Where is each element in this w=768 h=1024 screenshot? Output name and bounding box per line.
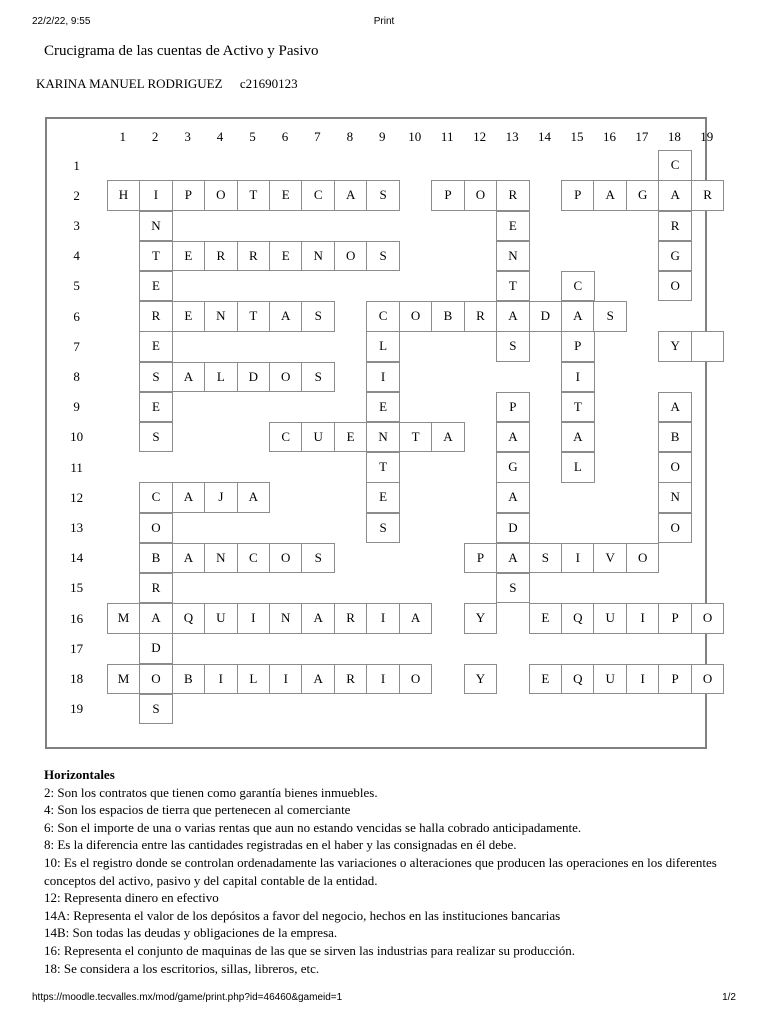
crossword-cell: A bbox=[658, 392, 692, 423]
crossword-cell: G bbox=[626, 180, 660, 211]
crossword-cell: I bbox=[237, 603, 271, 634]
crossword-cell: S bbox=[496, 331, 530, 362]
print-url: https://moodle.tecvalles.mx/mod/game/print.php?id=46460&gameid=1 bbox=[32, 992, 343, 1003]
crossword-cell: L bbox=[204, 362, 238, 393]
crossword-cell: R bbox=[464, 301, 498, 332]
print-datetime: 22/2/22, 9:55 bbox=[32, 16, 91, 27]
row-number: 12 bbox=[70, 489, 84, 505]
crossword-cell: U bbox=[593, 603, 627, 634]
row-number: 14 bbox=[70, 550, 84, 566]
crossword-cell: L bbox=[366, 331, 400, 362]
crossword-cell: E bbox=[529, 664, 563, 695]
crossword-cell: P bbox=[561, 180, 595, 211]
crossword-cell: A bbox=[593, 180, 627, 211]
crossword-cell: E bbox=[139, 271, 173, 302]
clue-item: 10: Es el registro donde se controlan ordenadamente las variaciones o alteraciones que producen las operaciones en los diferentes conceptos del activo, pasivo y del capital contable de la entidad. bbox=[44, 854, 717, 888]
column-number: 6 bbox=[281, 129, 289, 144]
crossword-cell: O bbox=[269, 543, 303, 574]
crossword-cell: E bbox=[529, 603, 563, 634]
clue-item: 4: Son los espacios de tierra que pertenecen al comerciante bbox=[44, 802, 351, 818]
page-title: Crucigrama de las cuentas de Activo y Pasivo bbox=[44, 43, 319, 59]
row-number: 4 bbox=[73, 248, 80, 264]
clues-panel bbox=[44, 766, 734, 977]
column-number: 3 bbox=[184, 129, 191, 144]
crossword-cell: M bbox=[107, 603, 141, 634]
column-number: 2 bbox=[151, 129, 159, 144]
clue-list bbox=[44, 784, 734, 978]
crossword-cell: A bbox=[399, 603, 433, 634]
crossword-cell: O bbox=[269, 362, 303, 393]
crossword-cell bbox=[691, 331, 725, 362]
crossword-cell: A bbox=[334, 180, 368, 211]
crossword-cell: T bbox=[399, 422, 433, 453]
row-number: 15 bbox=[70, 580, 84, 596]
row-number: 3 bbox=[73, 217, 80, 233]
crossword-cell: A bbox=[496, 301, 530, 332]
crossword-cell: M bbox=[107, 664, 141, 695]
crossword-cell: E bbox=[334, 422, 368, 453]
crossword-cell: Q bbox=[561, 603, 595, 634]
crossword-cell: H bbox=[107, 180, 141, 211]
crossword-cell: A bbox=[496, 482, 530, 513]
crossword-cell: R bbox=[139, 301, 173, 332]
print-header bbox=[32, 16, 736, 32]
crossword-cell: E bbox=[172, 241, 206, 272]
crossword-cell: I bbox=[626, 664, 660, 695]
crossword-cell: G bbox=[496, 452, 530, 483]
crossword-cell: T bbox=[237, 301, 271, 332]
crossword-cell: A bbox=[496, 422, 530, 453]
crossword-cell: O bbox=[691, 603, 725, 634]
crossword-cell: R bbox=[139, 573, 173, 604]
crossword-cell: A bbox=[237, 482, 271, 513]
crossword-cell: Y bbox=[464, 664, 498, 695]
crossword-cell: S bbox=[366, 180, 400, 211]
column-number: 5 bbox=[249, 129, 256, 144]
crossword-cell: A bbox=[561, 422, 595, 453]
clue-item: 18: Se considera a los escritorios, sillas, libreros, etc. bbox=[44, 960, 320, 976]
crossword-cell: B bbox=[139, 543, 173, 574]
crossword-cell: A bbox=[172, 543, 206, 574]
print-label: Print bbox=[373, 16, 395, 27]
crossword-cell: I bbox=[139, 180, 173, 211]
crossword-cell: P bbox=[172, 180, 206, 211]
column-number: 7 bbox=[314, 129, 321, 144]
row-number: 7 bbox=[73, 338, 80, 354]
crossword-cell: S bbox=[366, 513, 400, 544]
crossword-cell: S bbox=[529, 543, 563, 574]
crossword-cell: E bbox=[139, 331, 173, 362]
crossword-cell: P bbox=[431, 180, 465, 211]
crossword-cell: I bbox=[366, 362, 400, 393]
crossword-cell: N bbox=[496, 241, 530, 272]
crossword-cell: C bbox=[301, 180, 335, 211]
crossword-cell: T bbox=[139, 241, 173, 272]
row-number: 9 bbox=[73, 399, 80, 415]
crossword-cell: S bbox=[301, 362, 335, 393]
row-number: 1 bbox=[73, 157, 80, 173]
crossword-cell: S bbox=[593, 301, 627, 332]
crossword-cell: T bbox=[366, 452, 400, 483]
crossword-cell: B bbox=[431, 301, 465, 332]
row-number: 5 bbox=[73, 278, 80, 294]
crossword-cell: N bbox=[139, 211, 173, 242]
crossword-cell: O bbox=[139, 664, 173, 695]
crossword-cell: R bbox=[691, 180, 725, 211]
crossword-cell: D bbox=[237, 362, 271, 393]
clue-item: 14A: Representa el valor de los depósitos a favor del negocio, hechos en las instituciones bancarias bbox=[44, 907, 561, 923]
crossword-cell: A bbox=[301, 603, 335, 634]
crossword-cell: G bbox=[658, 241, 692, 272]
clue-item: 6: Son el importe de una o varias rentas que aun no estando vencidas se halla cobrado anticipadamente. bbox=[44, 819, 582, 835]
crossword-cell: U bbox=[204, 603, 238, 634]
crossword-cell: A bbox=[561, 301, 595, 332]
crossword-cell: P bbox=[496, 392, 530, 423]
crossword-cell: A bbox=[269, 301, 303, 332]
crossword-cell: O bbox=[334, 241, 368, 272]
crossword-cell: B bbox=[172, 664, 206, 695]
column-number: 4 bbox=[216, 129, 224, 144]
crossword-cell: O bbox=[399, 301, 433, 332]
crossword-cell: C bbox=[658, 150, 692, 181]
crossword-cell: I bbox=[561, 543, 595, 574]
crossword-cell: C bbox=[561, 271, 595, 302]
crossword-cell: D bbox=[139, 633, 173, 664]
crossword-cell: P bbox=[561, 331, 595, 362]
crossword-cell: R bbox=[334, 664, 368, 695]
column-number: 18 bbox=[667, 129, 681, 144]
crossword-cell: E bbox=[269, 180, 303, 211]
row-number: 19 bbox=[70, 701, 84, 717]
row-number: 6 bbox=[73, 308, 80, 324]
crossword-cell: Y bbox=[658, 331, 692, 362]
crossword-cell: R bbox=[658, 211, 692, 242]
crossword-cell: S bbox=[139, 422, 173, 453]
column-number: 13 bbox=[505, 129, 519, 144]
column-number: 8 bbox=[346, 129, 354, 144]
row-number: 10 bbox=[70, 429, 84, 445]
crossword-cell: Q bbox=[172, 603, 206, 634]
crossword-cell: V bbox=[593, 543, 627, 574]
crossword-cell: N bbox=[301, 241, 335, 272]
row-number: 8 bbox=[73, 368, 80, 384]
clue-item: 14B: Son todas las deudas y obligaciones de la empresa. bbox=[44, 925, 338, 941]
crossword-cell: C bbox=[269, 422, 303, 453]
crossword-cell: Q bbox=[561, 664, 595, 695]
crossword-cell: U bbox=[301, 422, 335, 453]
student-id: c21690123 bbox=[239, 76, 298, 91]
crossword-cell: Y bbox=[464, 603, 498, 634]
crossword-cell: N bbox=[204, 301, 238, 332]
column-number: 16 bbox=[602, 129, 616, 144]
row-number: 16 bbox=[70, 610, 84, 626]
crossword-cell: A bbox=[139, 603, 173, 634]
crossword-cell: I bbox=[626, 603, 660, 634]
crossword-cell: C bbox=[237, 543, 271, 574]
crossword-cell: N bbox=[366, 422, 400, 453]
crossword-cell: U bbox=[593, 664, 627, 695]
crossword-cell: O bbox=[464, 180, 498, 211]
crossword-cell: P bbox=[658, 664, 692, 695]
crossword-cell: L bbox=[237, 664, 271, 695]
crossword-cell: P bbox=[464, 543, 498, 574]
print-footer bbox=[32, 992, 736, 1003]
row-number: 18 bbox=[70, 670, 84, 686]
crossword-cell: N bbox=[269, 603, 303, 634]
crossword-cell: R bbox=[334, 603, 368, 634]
crossword-cell: D bbox=[529, 301, 563, 332]
clue-item: 12: Representa dinero en efectivo bbox=[44, 890, 219, 906]
crossword-cell: E bbox=[139, 392, 173, 423]
column-number: 17 bbox=[635, 129, 649, 144]
row-number: 11 bbox=[70, 459, 83, 475]
crossword-cell: D bbox=[496, 513, 530, 544]
crossword-cell: O bbox=[399, 664, 433, 695]
crossword-cell: I bbox=[366, 664, 400, 695]
crossword-cell: O bbox=[691, 664, 725, 695]
column-number: 9 bbox=[379, 129, 386, 144]
crossword-cell: S bbox=[301, 301, 335, 332]
student-info bbox=[36, 76, 298, 92]
crossword-cell: E bbox=[269, 241, 303, 272]
crossword-cell: T bbox=[237, 180, 271, 211]
crossword-cell: B bbox=[658, 422, 692, 453]
row-number: 13 bbox=[70, 519, 84, 535]
crossword-cell: O bbox=[658, 271, 692, 302]
column-number: 14 bbox=[538, 129, 552, 144]
crossword-cell: I bbox=[204, 664, 238, 695]
crossword-cell: J bbox=[204, 482, 238, 513]
crossword-cell: A bbox=[431, 422, 465, 453]
crossword-cell: I bbox=[366, 603, 400, 634]
clue-item: 2: Son los contratos que tienen como garantía bienes inmuebles. bbox=[44, 784, 378, 800]
column-number: 15 bbox=[570, 129, 584, 144]
crossword-cell: N bbox=[204, 543, 238, 574]
crossword-cell: I bbox=[561, 362, 595, 393]
crossword-cell: C bbox=[139, 482, 173, 513]
crossword-cell: E bbox=[496, 211, 530, 242]
crossword-cell: A bbox=[172, 482, 206, 513]
crossword-cell: O bbox=[658, 513, 692, 544]
crossword-cell: S bbox=[366, 241, 400, 272]
crossword-cell: O bbox=[658, 452, 692, 483]
crossword-cell: O bbox=[204, 180, 238, 211]
print-page-number: 1/2 bbox=[722, 992, 736, 1003]
crossword-cell: T bbox=[561, 392, 595, 423]
crossword-cell: S bbox=[139, 362, 173, 393]
clue-item: 8: Es la diferencia entre las cantidades registradas en el haber y las consignadas en él debe. bbox=[44, 837, 517, 853]
crossword-cell: R bbox=[496, 180, 530, 211]
crossword-cell: T bbox=[496, 271, 530, 302]
clues-heading: Horizontales bbox=[44, 767, 115, 782]
crossword-cell: L bbox=[561, 452, 595, 483]
crossword-cell: I bbox=[269, 664, 303, 695]
column-number: 1 bbox=[119, 129, 126, 144]
column-number: 10 bbox=[408, 129, 422, 144]
row-number: 17 bbox=[70, 640, 84, 656]
crossword-cell: C bbox=[366, 301, 400, 332]
crossword-cell: P bbox=[658, 603, 692, 634]
crossword-cell: S bbox=[139, 694, 173, 725]
row-number: 2 bbox=[73, 187, 80, 203]
column-number: 12 bbox=[473, 129, 487, 144]
crossword-cell: O bbox=[626, 543, 660, 574]
crossword-cell: A bbox=[301, 664, 335, 695]
crossword-cell: N bbox=[658, 482, 692, 513]
column-number: 11 bbox=[440, 129, 454, 144]
crossword-cell: E bbox=[366, 392, 400, 423]
crossword-cell: O bbox=[139, 513, 173, 544]
column-number: 19 bbox=[700, 129, 714, 144]
student-name: KARINA MANUEL RODRIGUEZ bbox=[36, 76, 223, 91]
crossword-cell: E bbox=[366, 482, 400, 513]
crossword-cell: A bbox=[496, 543, 530, 574]
crossword-cell: E bbox=[172, 301, 206, 332]
crossword-cell: S bbox=[301, 543, 335, 574]
crossword-cell: R bbox=[237, 241, 271, 272]
crossword-cell: A bbox=[172, 362, 206, 393]
crossword-cell: S bbox=[496, 573, 530, 604]
clue-item: 16: Representa el conjunto de maquinas de las que se sirven las industrias para realizar su producción. bbox=[44, 942, 576, 958]
crossword-cell: A bbox=[658, 180, 692, 211]
crossword-cell: R bbox=[204, 241, 238, 272]
crossword-grid bbox=[45, 117, 714, 749]
